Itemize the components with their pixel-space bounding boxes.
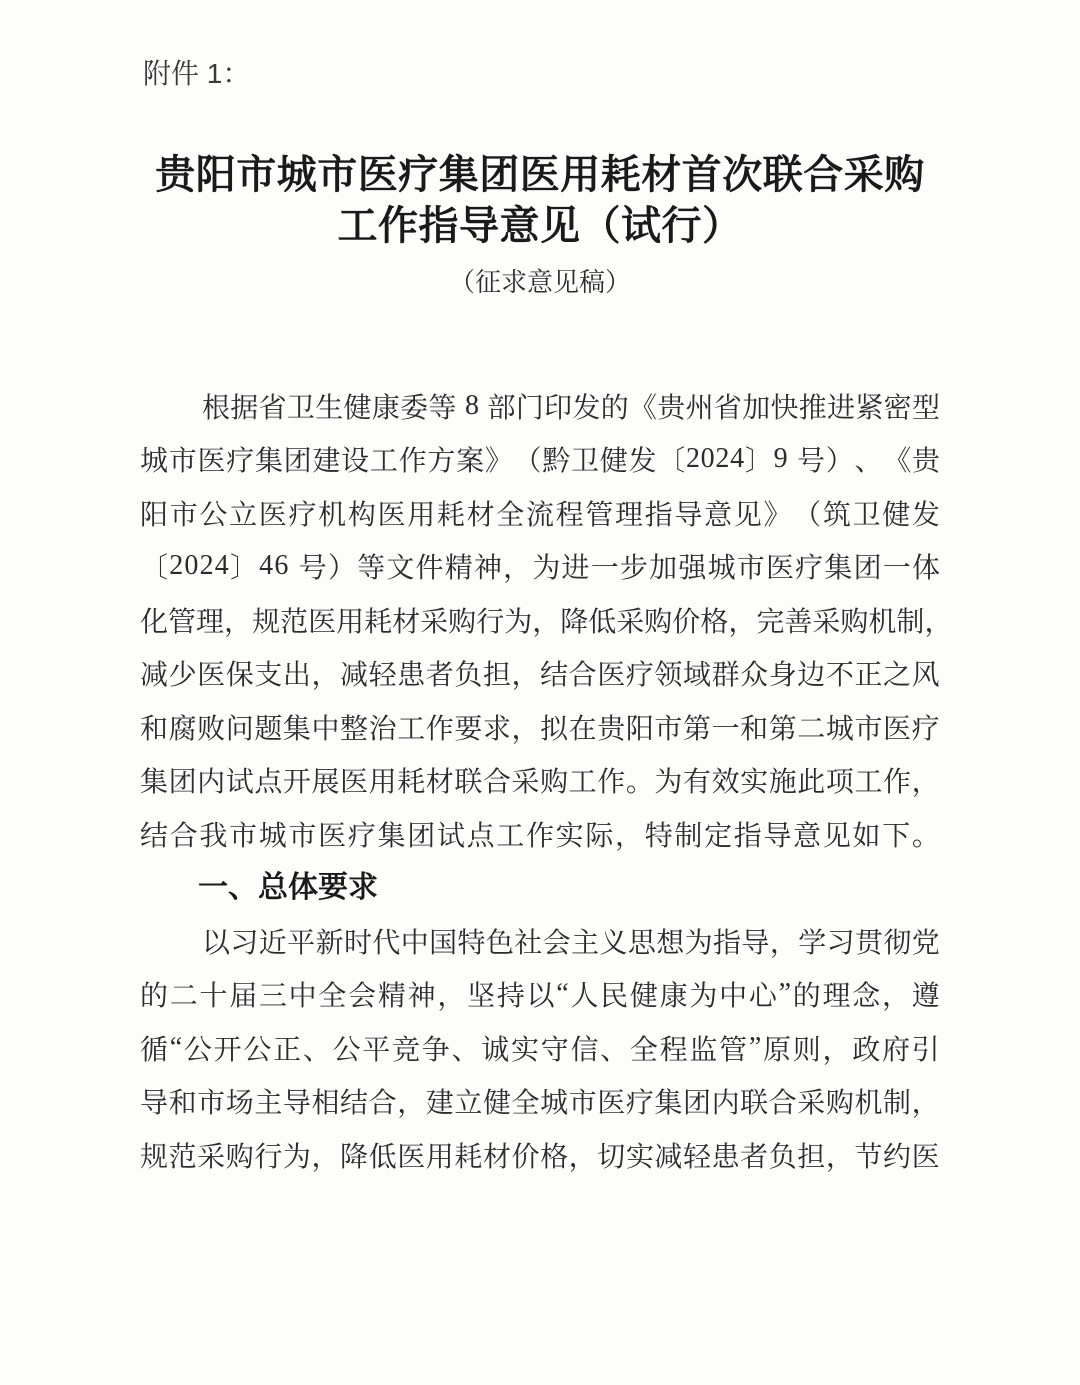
text-line: 〔 2 0 2 4 〕 4 6 号 ） 等 文 件 精 神 ， 为 进 一 步 加 强 城 市 医 疗 集 团 一 体	[140, 550, 940, 585]
section-heading: 一、总体要求	[198, 870, 378, 904]
text-line: 结 合 我 市 城 市 医 疗 集 团 试 点 工 作 实 际 ， 特 制 定 指 导 意 见 如 下 。	[140, 820, 940, 852]
title-line-1: 贵阳市城市医疗集团医用耗材首次联合采购	[155, 153, 925, 197]
text-line: 化 管 理 ， 规 范 医 用 耗 材 采 购 行 为 ， 降 低 采 购 价 格 ， 完 善 采 购 机 制 ，	[140, 606, 953, 638]
paragraph-2	[140, 914, 940, 1182]
paragraph-1	[140, 379, 953, 861]
text-line: 集 团 内 试 点 开 展 医 用 耗 材 联 合 采 购 工 作 。 为 有 效 实 施 此 项 工 作 ，	[140, 767, 940, 799]
text-line: 城 市 医 疗 集 团 建 设 工 作 方 案 》 （ 黔 卫 健 发 〔 2 0 2 4 〕 9 号 ） 、 《 贵	[140, 443, 940, 478]
text-line: 阳 市 公 立 医 疗 机 构 医 用 耗 材 全 流 程 管 理 指 导 意 见 》 （ 筑 卫 健 发	[140, 499, 940, 531]
text-line: 导 和 市 场 主 导 相 结 合 ， 建 立 健 全 城 市 医 疗 集 团 内 联 合 采 购 机 制 ，	[140, 1088, 940, 1120]
attachment-label: 附件 1：	[143, 58, 251, 89]
text-line: 循 “ 公 开 公 正 、 公 平 竞 争 、 诚 实 守 信 、 全 程 监 管 ” 原 则 ， 政 府 引	[140, 1031, 940, 1066]
text-line: 规 范 采 购 行 为 ， 降 低 医 用 耗 材 价 格 ， 切 实 减 轻 患 者 负 担 ， 节 约 医	[140, 1141, 940, 1173]
document-title	[0, 150, 1080, 252]
title-line-2: 工作指导意见（试行）	[337, 204, 743, 248]
text-line: 减 少 医 保 支 出 ， 减 轻 患 者 负 担 ， 结 合 医 疗 领 域 群 众 身 边 不 正 之 风	[140, 660, 940, 692]
text-line: 和 腐 败 问 题 集 中 整 治 工 作 要 求 ， 拟 在 贵 阳 市 第 一 和 第 二 城 市 医 疗	[140, 713, 940, 745]
text-line: 以 习 近 平 新 时 代 中 国 特 色 社 会 主 义 思 想 为 指 导 ， 学 习 贯 彻 党	[202, 927, 940, 959]
document-body	[140, 379, 953, 1182]
document-subtitle: （征求意见稿）	[448, 268, 631, 297]
text-line: 的 二 十 届 三 中 全 会 精 神 ， 坚 持 以 “ 人 民 健 康 为 中 心 ” 的 理 念 ， 遵	[140, 978, 940, 1013]
text-line: 根 据 省 卫 生 健 康 委 等 8 部 门 印 发 的 《 贵 州 省 加 快 推 进 紧 密 型	[202, 389, 940, 424]
